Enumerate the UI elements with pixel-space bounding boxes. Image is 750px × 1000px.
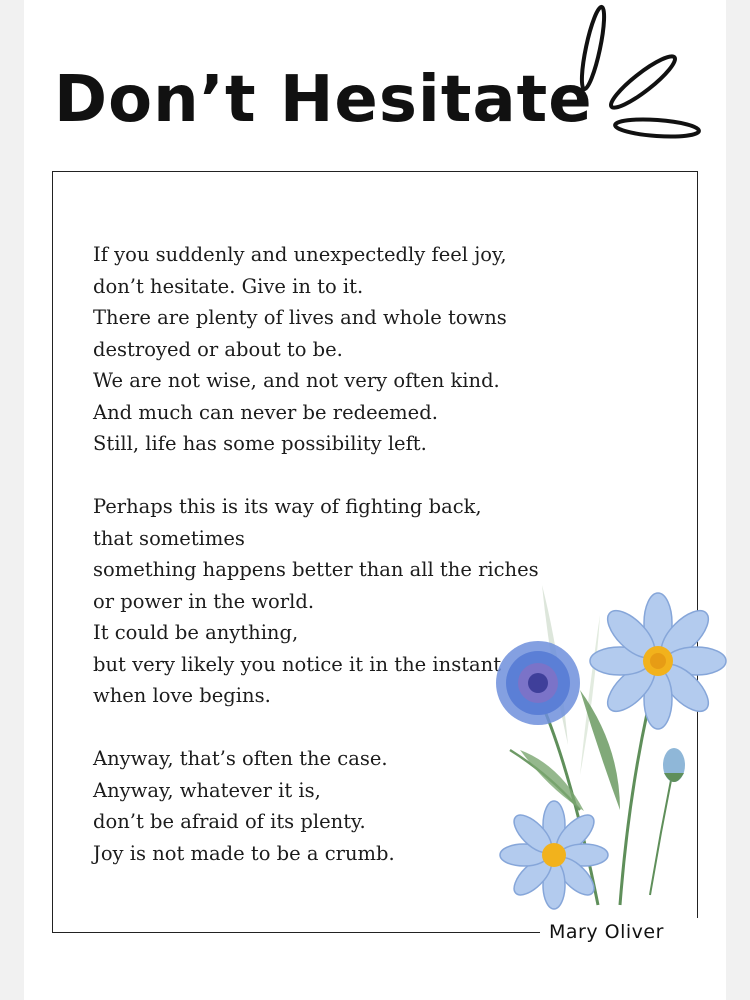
poem-line: And much can never be redeemed. — [93, 400, 438, 424]
stanza-2 — [93, 491, 543, 712]
poem-title: Don’t Hesitate — [54, 63, 593, 137]
poem-author: Mary Oliver — [549, 921, 664, 943]
poem-line: that sometimes — [93, 526, 245, 550]
poem-line: destroyed or about to be. — [93, 337, 343, 361]
poem-line: Joy is not made to be a crumb. — [93, 841, 395, 865]
poem-body — [93, 239, 543, 901]
poem-line: something happens better than all the riches — [93, 558, 539, 581]
poem-line: It could be anything, — [93, 621, 299, 644]
stanza-3 — [93, 743, 543, 869]
poem-line: There are plenty of lives and whole towns — [93, 306, 507, 329]
stanza-1 — [93, 239, 543, 460]
poem-line: Anyway, whatever it is, — [93, 778, 321, 802]
watercolor-flowers-icon — [480, 575, 730, 915]
poem-line: If you suddenly and unexpectedly feel joy, — [93, 243, 507, 266]
poem-line: Still, life has some possibility left. — [93, 432, 427, 455]
poem-line: but very likely you notice it in the instant — [93, 652, 502, 676]
poem-line: don’t be afraid of its plenty. — [93, 810, 366, 833]
poem-line: Anyway, that’s often the case. — [93, 747, 388, 770]
poem-line: Perhaps this is its way of fighting back, — [93, 495, 482, 518]
leaf-doodle-icon — [575, 0, 705, 150]
poem-line: when love begins. — [93, 684, 271, 707]
poem-line: or power in the world. — [93, 589, 315, 613]
poem-line: don’t hesitate. Give in to it. — [93, 274, 364, 298]
poem-line: We are not wise, and not very often kind. — [93, 369, 500, 392]
